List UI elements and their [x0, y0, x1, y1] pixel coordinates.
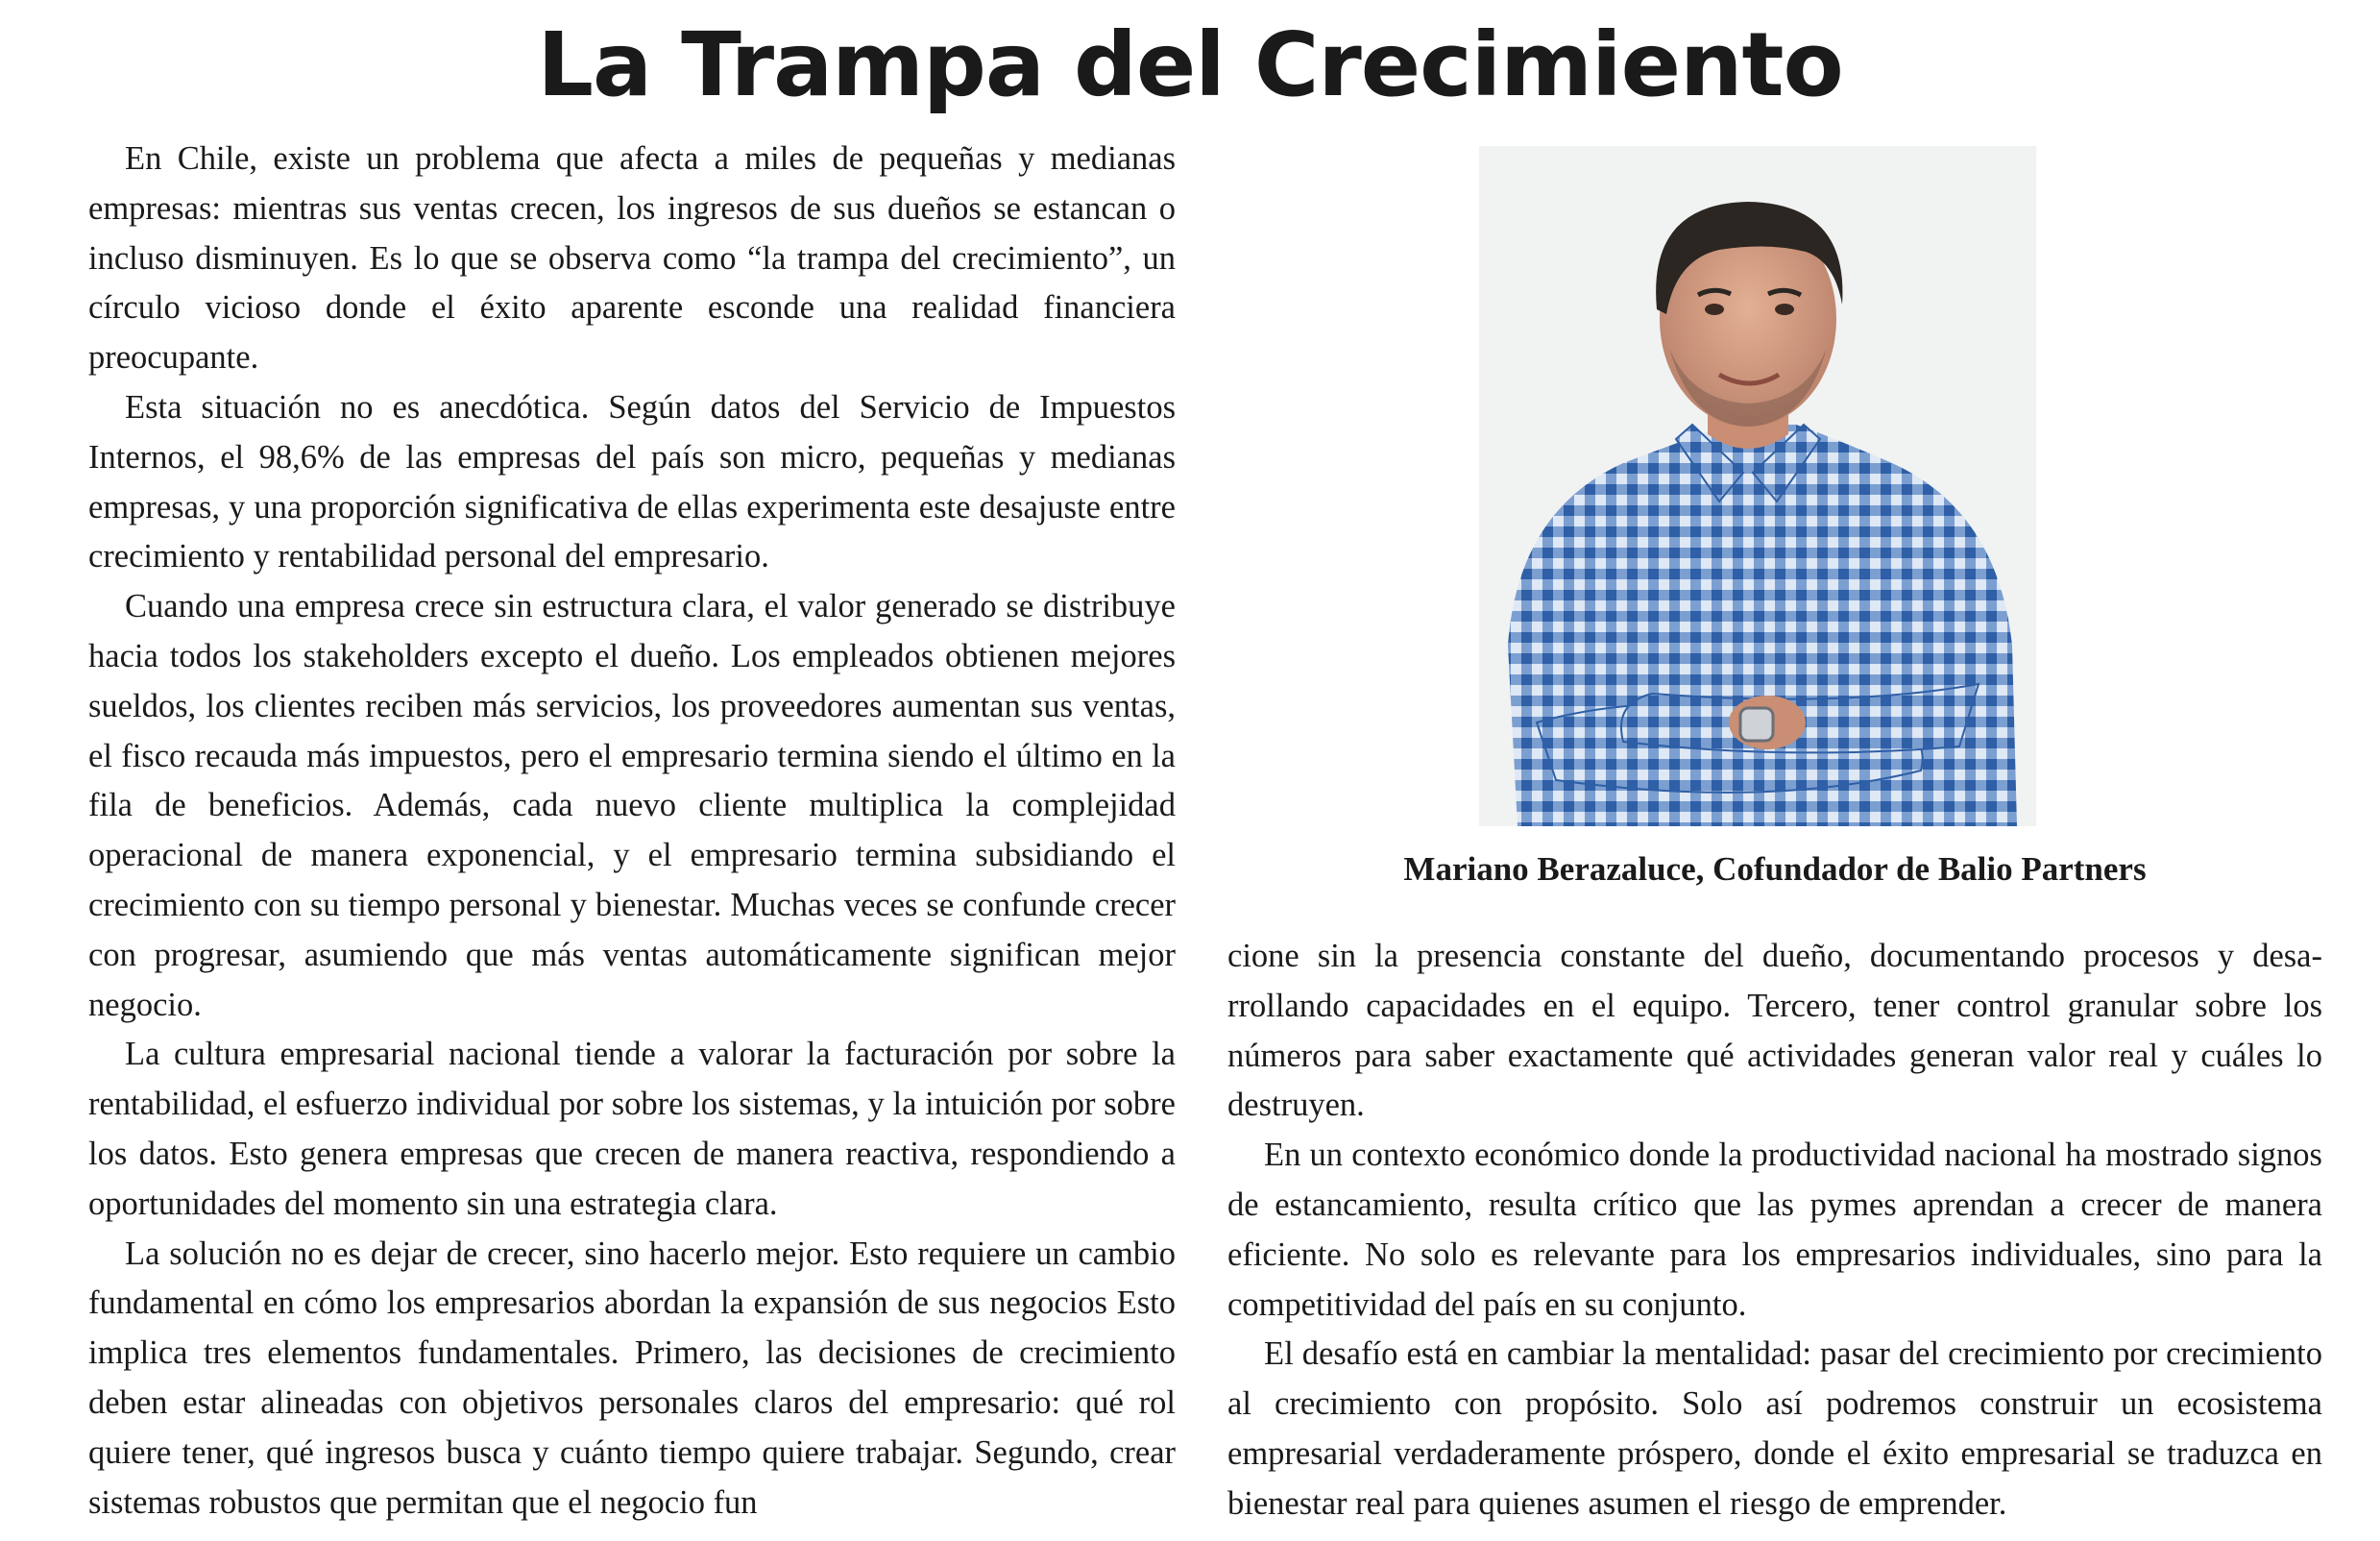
paragraph: En Chile, existe un problema que afecta a miles de pequeñas y medianas empresas: mientras sus ventas crecen, los ingresos de sus dueños se estancan o incluso disminuyen. Es lo que se observa como “la trampa del crecimiento”, un círculo vicioso donde el éxito aparente esconde una realidad financiera preocupante.	[88, 140, 1176, 377]
paragraph: El desafío está en cambiar la mentalidad: pasar del crecimiento por crecimiento al crecimiento con propósito. Solo así podremos construir un ecosistema empresarial verdaderamente próspero, donde el éxito empresarial se traduzca en bienestar real para quienes asumen el riesgo de emprender.	[1227, 1335, 2322, 1522]
photo-caption: Mariano Berazaluce, Cofundador de Balio Partners	[1403, 850, 2147, 888]
article-title: La Trampa del Crecimiento	[537, 13, 1843, 116]
paragraph: Esta situación no es anecdótica. Según datos del Servicio de Impuestos Internos, el 98,6% de las empresas del país son micro, pequeñas y medianas empresas, y una proporción significativa de ellas experimenta este desajuste entre crecimiento y rentabilidad personal del empresario.	[88, 388, 1176, 575]
portrait-photo-icon	[1479, 146, 2036, 826]
author-photo	[1479, 146, 2036, 826]
paragraph: La cultura empresarial nacional tiende a valorar la facturación por sobre la rentabilidad, el esfuerzo individual por sobre los sistemas, y la intuición por sobre los datos. Esto genera empresas que crecen de manera reactiva, respondiendo a oportunidades del momento sin una estrategia clara.	[88, 1036, 1176, 1222]
article-right-column	[1227, 932, 2322, 1529]
paragraph: Cuando una empresa crece sin estructura clara, el valor generado se distribuye hacia todos los stakeholders excepto el dueño. Los empleados obtienen mejores sueldos, los clientes reciben más servicios, los proveedores aumentan sus ventas, el fisco recauda más impuestos, pero el empresario termina siendo el último en la fila de beneficios. Además, cada nuevo cliente multiplica la complejidad operacional de manera exponencial, y el empresario termina subsidiando el crecimiento con su tiempo personal y bienestar. Muchas veces se confunde crecer con progresar, asumiendo que más ventas automáticamente significan mejor negocio.	[88, 588, 1176, 1023]
paragraph: cione sin la presencia constante del dueño, documentando procesos y desarrollando capacidades en el equipo. Tercero, tener control granular sobre los números para saber exactamente qué actividades generan valor real y cuáles lo destruyen.	[1227, 938, 2322, 1124]
paragraph: La solución no es dejar de crecer, sino hacerlo mejor. Esto requiere un cambio fundamental en cómo los empresarios abordan la expansión de sus negocios Esto implica tres elementos fundamentales. Primero, las decisiones de crecimiento deben estar alineadas con objetivos personales claros del empresario: qué rol quiere tener, qué ingresos busca y cuánto tiempo quiere trabajar. Segundo, crear sistemas robustos que permitan que el negocio fun	[88, 1235, 1176, 1521]
paragraph: En un contexto económico donde la productividad nacional ha mostrado signos de estancamiento, resulta crítico que las pymes aprendan a crecer de manera eficiente. No solo es relevante para los empresarios individuales, sino para la competitividad del país en su conjunto.	[1227, 1137, 2322, 1323]
article-left-column	[88, 135, 1176, 1528]
